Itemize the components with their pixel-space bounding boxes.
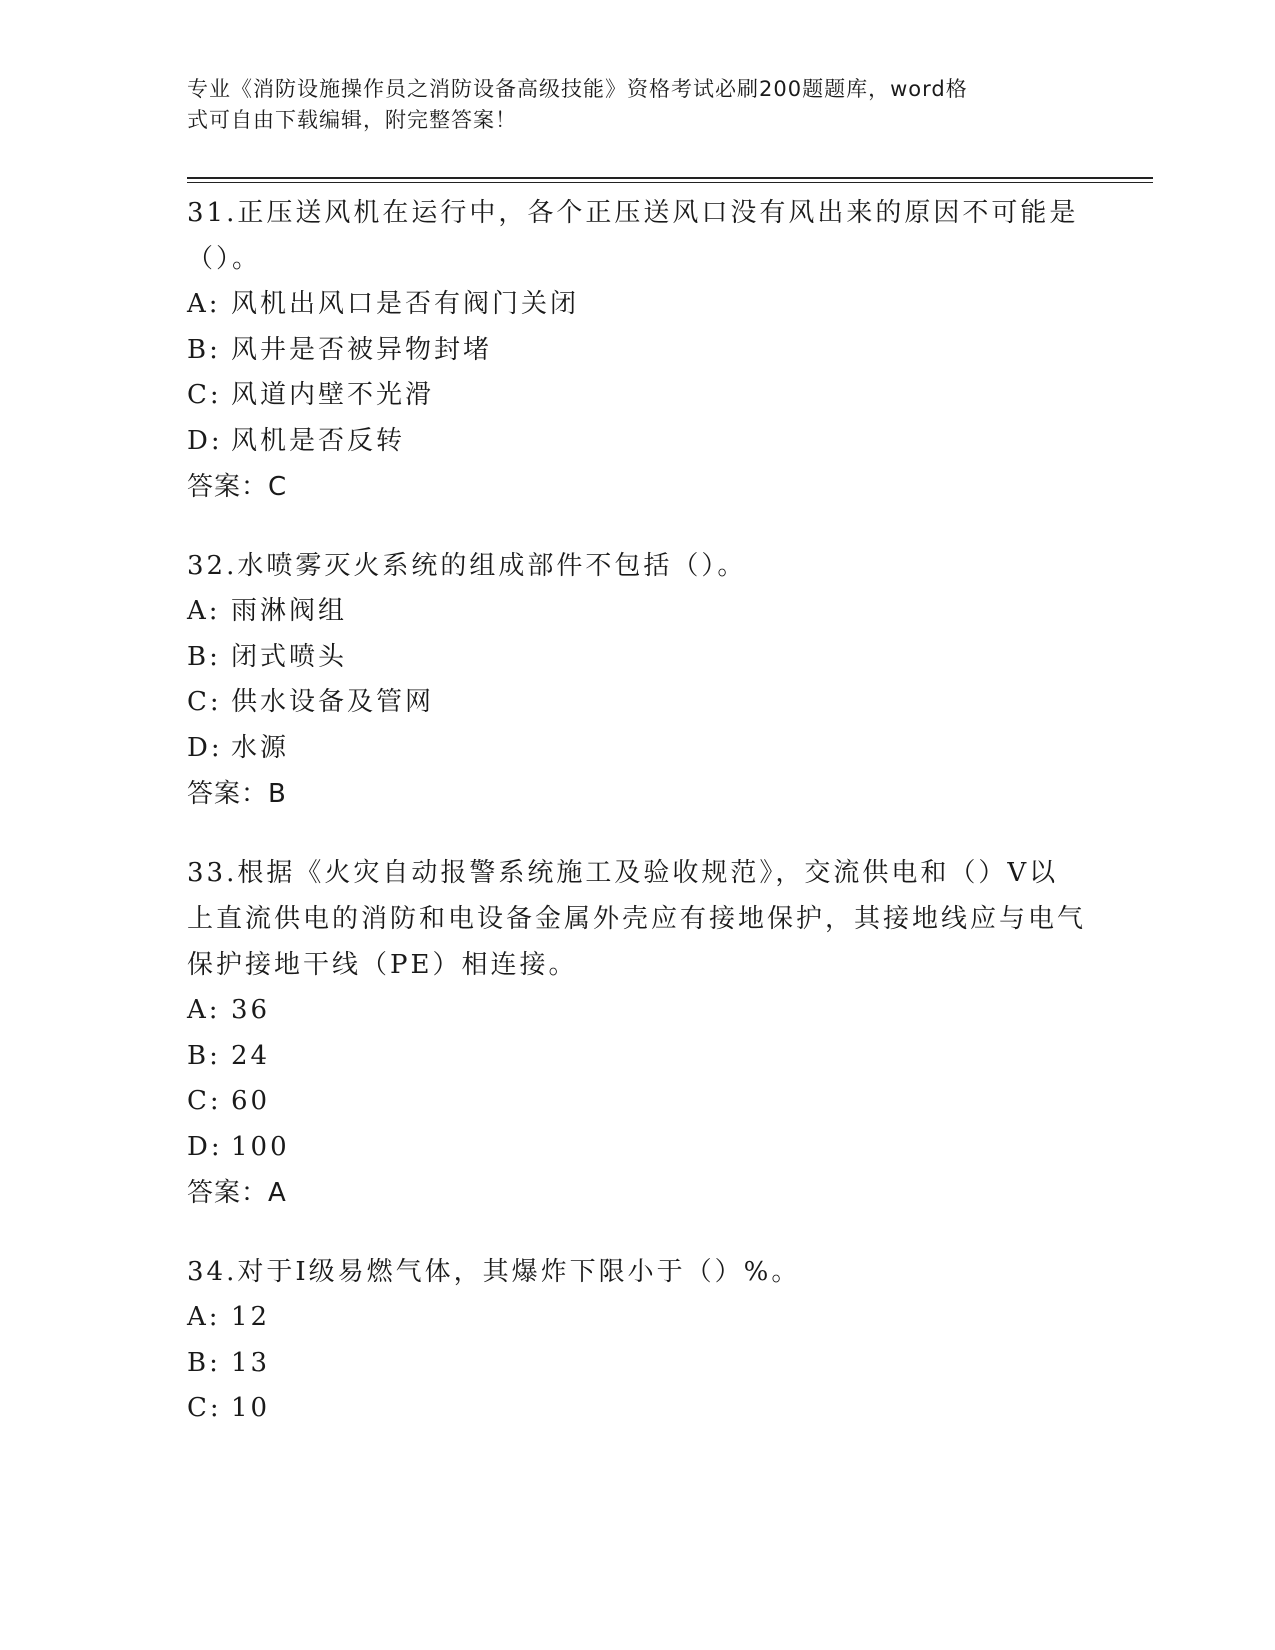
question-stem: 33.根据《火灾自动报警系统施工及验收规范》，交流供电和（）V以上直流供电的消防和电设备金属外壳应有接地保护，其接地线应与电气保护接地干线（PE）相连接。 [187, 858, 1087, 980]
option-text: 风机出风口是否有阀门关闭 [231, 289, 580, 319]
header-line-2: 式可自由下载编辑，附完整答案！ [187, 108, 517, 132]
question-stem: 32.水喷雾灭火系统的组成部件不包括（）。 [187, 551, 747, 581]
option-key: C: [187, 687, 222, 717]
header-divider-thick [187, 177, 1153, 179]
option-key: B: [187, 641, 221, 672]
question-option [187, 589, 1087, 635]
question-option [187, 988, 1087, 1034]
option-text: 100 [231, 1131, 290, 1162]
option-key: B: [187, 1347, 221, 1378]
option-text: 10 [231, 1393, 271, 1423]
option-key: D: [187, 425, 223, 456]
question-answer: 答案：C [187, 472, 288, 502]
header-line-1: 专业《消防设施操作员之消防设备高级技能》资格考试必刷200题题库，word格 [187, 77, 968, 101]
question-option [187, 1079, 1087, 1125]
question-stem: 34.对于Ⅰ级易燃气体，其爆炸下限小于（）%。 [187, 1257, 801, 1287]
option-key: A: [187, 596, 221, 626]
question-option [187, 1034, 1087, 1080]
option-key: B: [187, 334, 221, 365]
option-key: C: [187, 1086, 222, 1116]
option-key: B: [187, 1040, 221, 1071]
option-text: 13 [231, 1347, 271, 1378]
question-stem: 31.正压送风机在运行中，各个正压送风口没有风出来的原因不可能是（）。 [187, 198, 1079, 274]
question-item [187, 850, 1087, 1216]
option-text: 风道内壁不光滑 [231, 380, 435, 410]
option-text: 闭式喷头 [231, 641, 348, 672]
option-text: 风机是否反转 [231, 425, 406, 456]
question-option [187, 328, 1087, 374]
option-text: 供水设备及管网 [231, 687, 435, 717]
option-key: A: [187, 289, 221, 319]
question-option [187, 1386, 1087, 1432]
question-option [187, 1295, 1087, 1341]
option-key: D: [187, 1131, 223, 1162]
question-option [187, 1125, 1087, 1171]
option-text: 24 [231, 1040, 271, 1071]
question-option [187, 282, 1087, 328]
question-option [187, 680, 1087, 726]
option-key: C: [187, 1393, 222, 1423]
document-header [187, 74, 1067, 136]
option-key: D: [187, 732, 223, 763]
question-option [187, 419, 1087, 465]
question-item [187, 190, 1087, 510]
question-option [187, 635, 1087, 681]
option-key: A: [187, 995, 221, 1025]
option-text: 雨淋阀组 [231, 596, 348, 626]
question-answer: 答案：B [187, 779, 287, 809]
option-text: 60 [231, 1086, 271, 1116]
option-text: 36 [231, 995, 271, 1025]
question-option [187, 726, 1087, 772]
question-option [187, 373, 1087, 419]
option-text: 风井是否被异物封堵 [231, 334, 493, 365]
option-key: C: [187, 380, 222, 410]
header-divider-thin [187, 182, 1153, 183]
question-item [187, 1249, 1087, 1432]
option-key: A: [187, 1302, 221, 1332]
option-text: 水源 [231, 732, 290, 763]
question-answer: 答案：A [187, 1178, 287, 1208]
question-list [187, 190, 1087, 1465]
question-option [187, 1341, 1087, 1387]
question-item [187, 543, 1087, 817]
option-text: 12 [231, 1302, 271, 1332]
